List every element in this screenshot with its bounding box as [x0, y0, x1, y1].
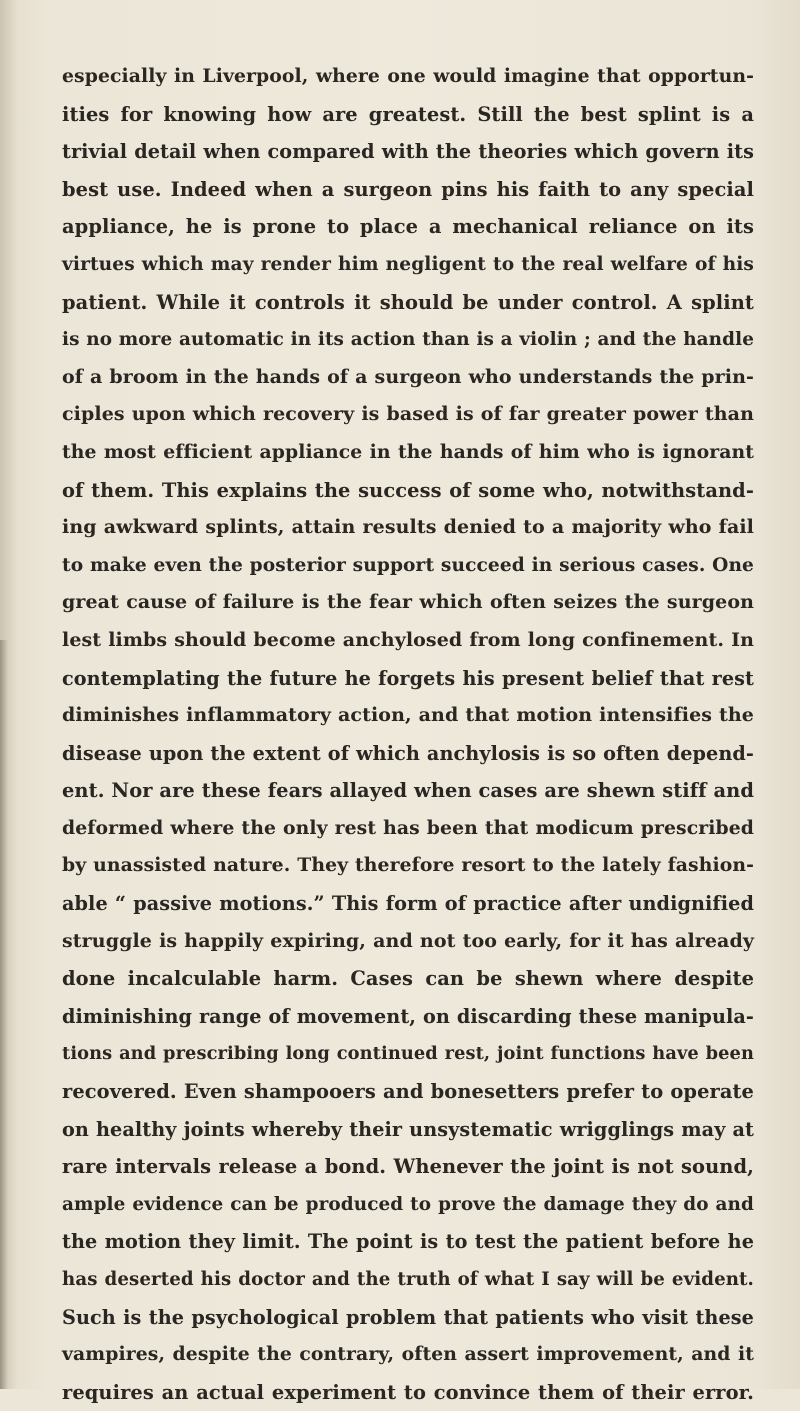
text-line: to make even the posterior support succeed in serious cases. One — [62, 554, 754, 576]
text-line: diminishes inflammatory action, and that motion intensifies the — [62, 704, 754, 727]
text-line: ciples upon which recovery is based is of far greater power than — [62, 403, 754, 426]
text-line: of them. This explains the success of some who, notwithstand- — [62, 478, 754, 502]
text-line: recovered. Even shampooers and bonesetters prefer to operate — [62, 1080, 754, 1104]
text-line: contemplating the future he forgets his present belief that rest — [62, 666, 754, 690]
page-binding-edge — [0, 640, 8, 1389]
text-line: especially in Liverpool, where one would imagine that opportun- — [62, 65, 754, 87]
body-text — [62, 58, 754, 1411]
text-line: trivial detail when compared with the theories which govern its — [62, 140, 754, 164]
text-line: virtues which may render him negligent to the real welfare of his — [62, 253, 754, 275]
text-line: deformed where the only rest has been that modicum prescribed — [62, 816, 754, 839]
text-line: appliance, he is prone to place a mechanical reliance on its — [62, 215, 754, 239]
text-line: great cause of failure is the fear which often seizes the surgeon — [62, 591, 754, 614]
text-line: tions and prescribing long continued rest, joint functions have been — [62, 1043, 754, 1065]
text-line: ities for knowing how are greatest. Still the best splint is a — [62, 102, 754, 126]
text-line: patient. While it controls it should be under control. A splint — [62, 290, 754, 314]
text-line: able “ passive motions.” This form of practice after undignified — [62, 892, 754, 916]
text-line: requires an actual experiment to convince them of their error. — [62, 1380, 754, 1404]
text-line: the motion they limit. The point is to test the patient before he — [62, 1230, 754, 1254]
text-line: on healthy joints whereby their unsystematic wrigglings may at — [62, 1117, 754, 1141]
text-line: ample evidence can be produced to prove the damage they do and — [62, 1193, 754, 1215]
text-line: done incalculable harm. Cases can be shewn where despite — [62, 967, 754, 991]
text-line: lest limbs should become anchylosed from long confinement. In — [62, 628, 754, 651]
text-line: vampires, despite the contrary, often assert improvement, and it — [62, 1343, 754, 1366]
text-line: struggle is happily expiring, and not too early, for it has already — [62, 929, 754, 952]
text-line: is no more automatic in its action than is a violin ; and the handle — [62, 329, 754, 351]
text-line: ing awkward splints, attain results denied to a majority who fail — [62, 516, 754, 539]
text-line: by unassisted nature. They therefore resort to the lately fashion- — [62, 854, 754, 877]
text-line: diminishing range of movement, on discarding these manipula- — [62, 1004, 754, 1028]
text-line: of a broom in the hands of a surgeon who understands the prin- — [62, 365, 754, 388]
text-line: the most efficient appliance in the hands of him who is ignorant — [62, 440, 754, 463]
text-line: Such is the psychological problem that patients who visit these — [62, 1305, 754, 1329]
text-line: best use. Indeed when a surgeon pins his faith to any special — [62, 177, 754, 201]
text-line: has deserted his doctor and the truth of what I say will be evident. — [62, 1269, 754, 1290]
text-line: disease upon the extent of which anchylosis is so often depend- — [62, 741, 754, 765]
text-line: rare intervals release a bond. Whenever the joint is not sound, — [62, 1155, 754, 1179]
text-line: ent. Nor are these fears allayed when cases are shewn stiff and — [62, 779, 754, 803]
